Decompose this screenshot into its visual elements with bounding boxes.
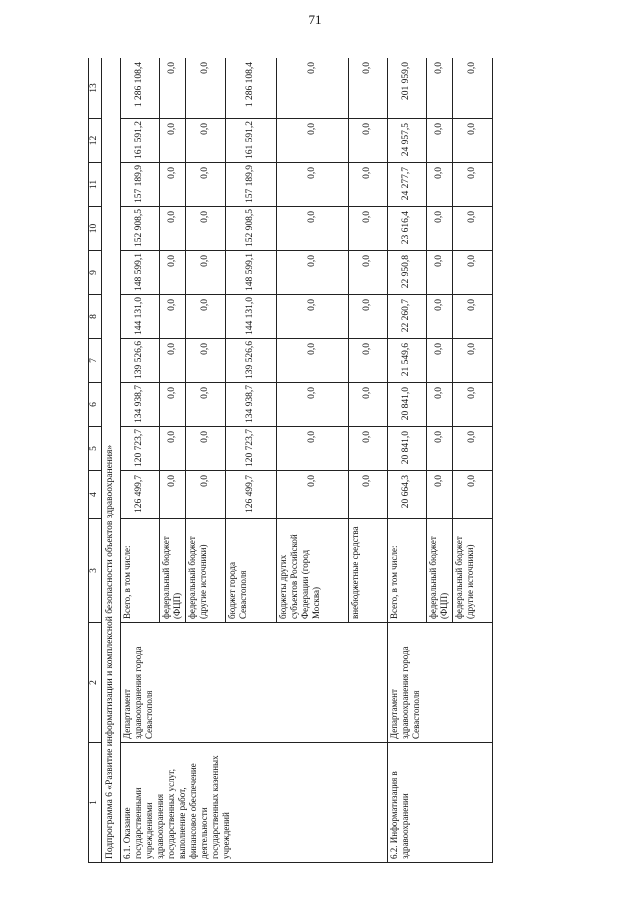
value-cell: 0,0 [349, 58, 388, 119]
table-row [121, 58, 160, 863]
value-cell: 0,0 [453, 251, 493, 295]
value-cell: 201 959,0 [388, 58, 427, 119]
value-cell: 0,0 [427, 119, 453, 163]
table-rotor [88, 58, 611, 863]
value-cell: 0,0 [186, 163, 226, 207]
value-cell: 0,0 [160, 383, 186, 427]
value-cell: 152 908,5 [121, 207, 160, 251]
source-cell: Всего, в том числе: [388, 519, 427, 623]
value-cell: 20 841,0 [388, 383, 427, 427]
value-cell: 0,0 [349, 339, 388, 383]
value-cell: 134 938,7 [121, 383, 160, 427]
rotated-table-area [88, 58, 611, 863]
value-cell: 0,0 [186, 383, 226, 427]
value-cell: 22 950,8 [388, 251, 427, 295]
value-cell: 0,0 [453, 119, 493, 163]
value-cell: 0,0 [160, 58, 186, 119]
column-number-row [89, 58, 102, 863]
value-cell: 0,0 [349, 383, 388, 427]
value-cell: 1 286 108,4 [121, 58, 160, 119]
source-cell: Всего, в том числе: [121, 519, 160, 623]
value-cell: 0,0 [453, 58, 493, 119]
value-cell: 0,0 [349, 427, 388, 471]
value-cell: 0,0 [160, 471, 186, 519]
column-number: 11 [89, 163, 102, 207]
value-cell: 0,0 [186, 339, 226, 383]
value-cell: 0,0 [160, 251, 186, 295]
page-number: 71 [308, 12, 322, 27]
value-cell: 0,0 [160, 163, 186, 207]
value-cell: 0,0 [160, 295, 186, 339]
value-cell: 148 599,1 [226, 251, 277, 295]
value-cell: 148 599,1 [121, 251, 160, 295]
value-cell: 126 499,7 [121, 471, 160, 519]
value-cell: 0,0 [427, 471, 453, 519]
column-number: 8 [89, 295, 102, 339]
value-cell: 0,0 [349, 163, 388, 207]
value-cell: 0,0 [427, 427, 453, 471]
source-cell: федеральный бюджет (другие источники) [186, 519, 226, 623]
value-cell: 126 499,7 [226, 471, 277, 519]
value-cell: 139 526,6 [226, 339, 277, 383]
column-number: 1 [89, 743, 102, 863]
source-cell: бюджет города Севастополя [226, 519, 277, 623]
activity-cell: 6.1. Оказание государственными учреждениями здравоохранения государственных услуг, выполнение работ, финансовое обеспечение деятельности государственных казенных учреждений [121, 743, 388, 863]
column-number: 3 [89, 519, 102, 623]
column-number: 9 [89, 251, 102, 295]
column-number: 7 [89, 339, 102, 383]
subprogram-title: Подпрограмма 6 «Развитие информатизации и комплексной безопасности объектов здравоохранения» [102, 58, 121, 863]
value-cell: 1 286 108,4 [226, 58, 277, 119]
value-cell: 0,0 [427, 251, 453, 295]
column-number: 12 [89, 119, 102, 163]
value-cell: 0,0 [277, 295, 349, 339]
value-cell: 0,0 [186, 207, 226, 251]
source-cell: внебюджетные средства [349, 519, 388, 623]
column-number: 2 [89, 623, 102, 743]
value-cell: 0,0 [277, 339, 349, 383]
value-cell: 0,0 [349, 471, 388, 519]
value-cell: 0,0 [427, 383, 453, 427]
value-cell: 0,0 [277, 119, 349, 163]
value-cell: 0,0 [160, 339, 186, 383]
value-cell: 0,0 [277, 427, 349, 471]
source-cell: федеральный бюджет (ФЦП) [427, 519, 453, 623]
value-cell: 0,0 [277, 471, 349, 519]
table-row [388, 58, 427, 863]
budget-table [88, 58, 493, 863]
value-cell: 0,0 [349, 207, 388, 251]
value-cell: 0,0 [186, 58, 226, 119]
value-cell: 20 841,0 [388, 427, 427, 471]
column-number: 6 [89, 383, 102, 427]
value-cell: 22 260,7 [388, 295, 427, 339]
value-cell: 0,0 [427, 58, 453, 119]
value-cell: 0,0 [277, 383, 349, 427]
value-cell: 24 277,7 [388, 163, 427, 207]
value-cell: 0,0 [277, 163, 349, 207]
value-cell: 144 131,0 [121, 295, 160, 339]
value-cell: 0,0 [453, 339, 493, 383]
value-cell: 0,0 [349, 251, 388, 295]
executor-cell: Департамент здравоохранения города Севастополя [388, 623, 493, 743]
value-cell: 0,0 [453, 471, 493, 519]
column-number: 13 [89, 58, 102, 119]
column-number: 5 [89, 427, 102, 471]
value-cell: 161 591,2 [226, 119, 277, 163]
value-cell: 0,0 [427, 163, 453, 207]
value-cell: 0,0 [349, 119, 388, 163]
value-cell: 157 189,9 [226, 163, 277, 207]
value-cell: 120 723,7 [226, 427, 277, 471]
value-cell: 0,0 [453, 383, 493, 427]
value-cell: 23 616,4 [388, 207, 427, 251]
value-cell: 21 549,6 [388, 339, 427, 383]
value-cell: 0,0 [160, 427, 186, 471]
value-cell: 120 723,7 [121, 427, 160, 471]
source-cell: федеральный бюджет (другие источники) [453, 519, 493, 623]
value-cell: 24 957,5 [388, 119, 427, 163]
value-cell: 0,0 [160, 207, 186, 251]
subprogram-row [102, 58, 121, 863]
value-cell: 152 908,5 [226, 207, 277, 251]
value-cell: 0,0 [160, 119, 186, 163]
source-cell: федеральный бюджет (ФЦП) [160, 519, 186, 623]
value-cell: 0,0 [186, 251, 226, 295]
value-cell: 0,0 [186, 427, 226, 471]
value-cell: 134 938,7 [226, 383, 277, 427]
value-cell: 0,0 [453, 295, 493, 339]
value-cell: 161 591,2 [121, 119, 160, 163]
value-cell: 0,0 [453, 427, 493, 471]
value-cell: 0,0 [453, 163, 493, 207]
value-cell: 0,0 [349, 295, 388, 339]
value-cell: 144 131,0 [226, 295, 277, 339]
value-cell: 0,0 [277, 58, 349, 119]
source-cell: бюджеты других субъектов Российской Федерации (город Москва) [277, 519, 349, 623]
value-cell: 0,0 [453, 207, 493, 251]
value-cell: 157 189,9 [121, 163, 160, 207]
value-cell: 139 526,6 [121, 339, 160, 383]
value-cell: 0,0 [427, 339, 453, 383]
activity-cell: 6.2. Информатизация в здравоохранении [388, 743, 493, 863]
value-cell: 0,0 [427, 295, 453, 339]
value-cell: 0,0 [277, 207, 349, 251]
value-cell: 0,0 [427, 207, 453, 251]
column-number: 4 [89, 471, 102, 519]
column-number: 10 [89, 207, 102, 251]
value-cell: 0,0 [186, 295, 226, 339]
value-cell: 20 664,3 [388, 471, 427, 519]
executor-cell: Департамент здравоохранения города Севастополя [121, 623, 388, 743]
value-cell: 0,0 [186, 471, 226, 519]
value-cell: 0,0 [186, 119, 226, 163]
value-cell: 0,0 [277, 251, 349, 295]
